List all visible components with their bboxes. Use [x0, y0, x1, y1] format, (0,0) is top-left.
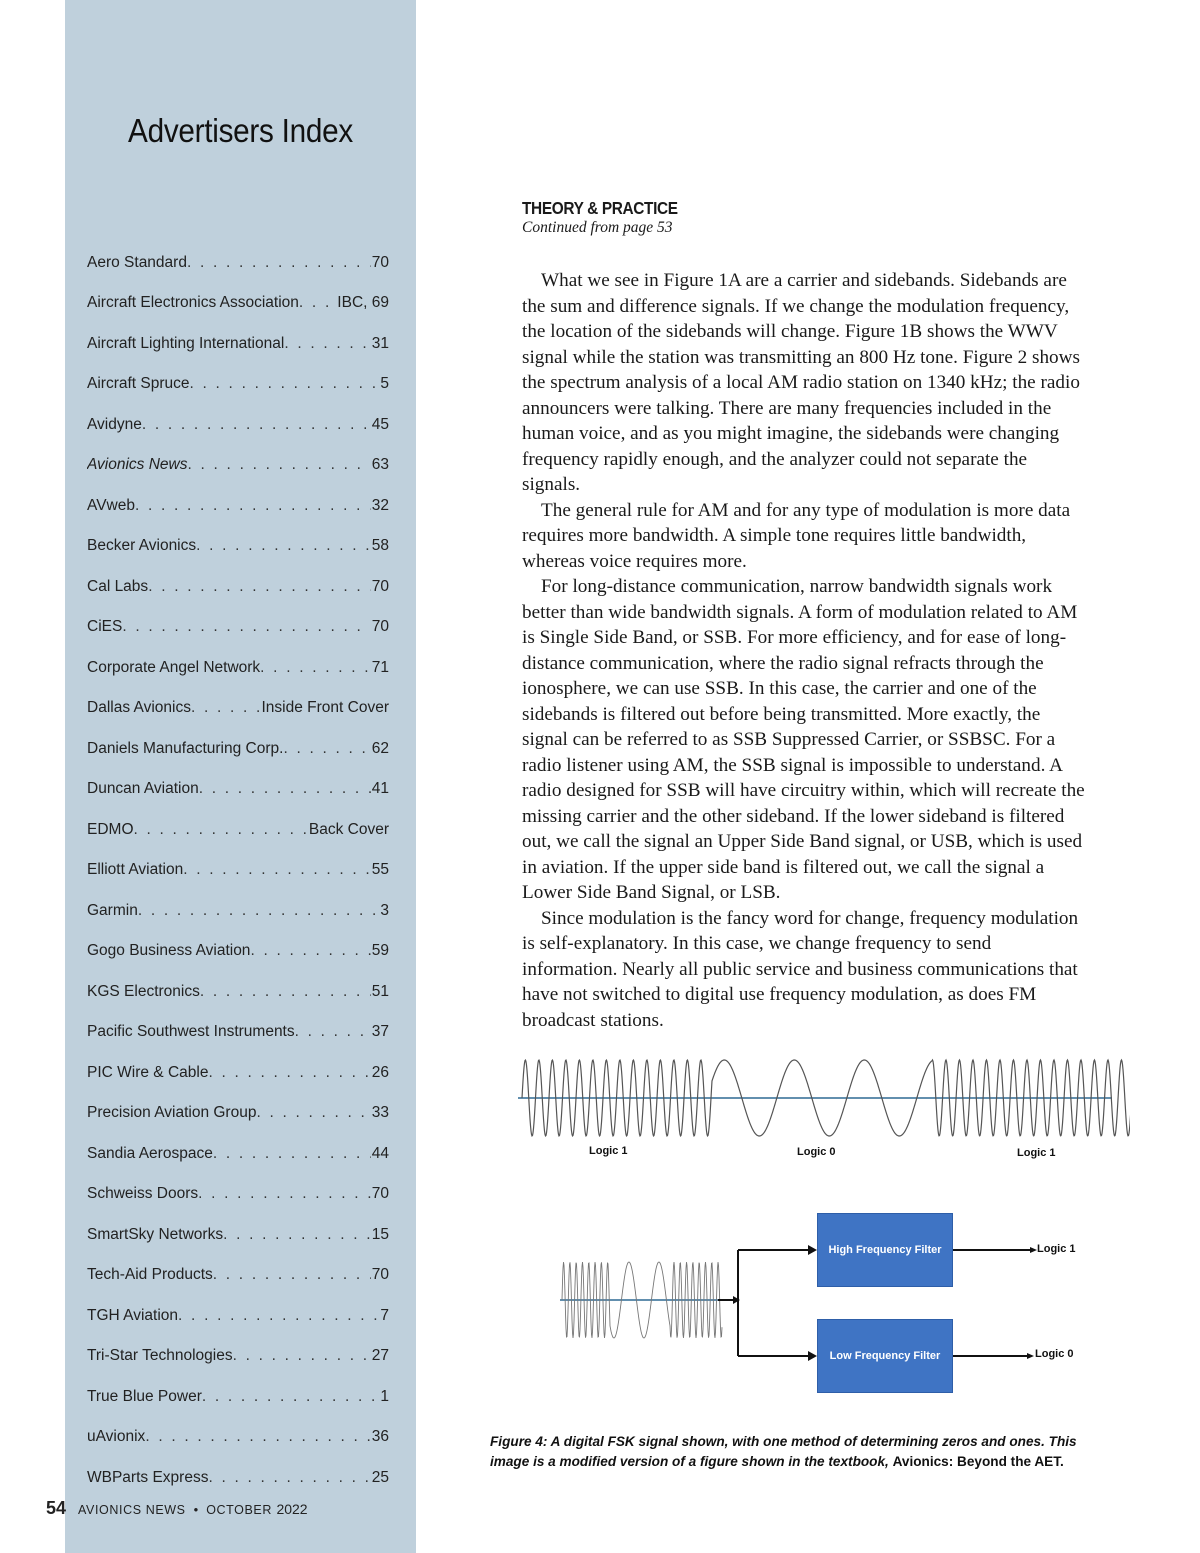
advertiser-name: SmartSky Networks: [87, 1225, 224, 1243]
leader-dots: [138, 902, 380, 920]
advertiser-row: [87, 272, 389, 313]
advertiser-page: 70: [371, 1185, 389, 1202]
advertiser-name: WBParts Express: [87, 1468, 209, 1486]
advertiser-row: [87, 1244, 389, 1285]
low-output-label: Logic 0: [1035, 1348, 1074, 1360]
advertiser-name: TGH Aviation: [87, 1306, 179, 1324]
advertiser-row: [87, 434, 389, 475]
leader-dots: [191, 699, 261, 717]
caption-text: Figure 4: A digital FSK signal shown, with one method of determining zeros and ones. This image is a modified version of a figure shown in the textbook,: [490, 1434, 1077, 1469]
article-paragraph: What we see in Figure 1A are a carrier and sidebands. Sidebands are the sum and difference signals. If we change the modulation frequency, the location of the sidebands will change. Figure 1B shows the WWV signal while the station was transmitting an 800 Hz tone. Figure 2 shows the spectrum analysis of a local AM radio station on 1340 kHz; the radio announcers were talking. There are many frequencies included in the human voice, and as you might imagine, the sidebands were changing frequency rapidly enough, and the analyzer could not separate the signals.: [522, 270, 1080, 495]
advertiser-name: Aircraft Spruce: [87, 375, 190, 392]
advertiser-row: [87, 353, 389, 394]
advertiser-name: Tech-Aid Products: [87, 1266, 213, 1283]
leader-dots: [142, 416, 371, 434]
advertiser-page: 15: [371, 1225, 389, 1243]
advertiser-row: [87, 1122, 389, 1163]
advertiser-row: [87, 636, 389, 677]
advertiser-page: 3: [380, 901, 389, 919]
advertiser-row: [87, 798, 389, 839]
leader-dots: [145, 1428, 370, 1446]
advertiser-name: AVweb: [87, 496, 135, 514]
leader-dots: [208, 1064, 370, 1082]
advertiser-name: Daniels Manufacturing Corp.: [87, 739, 284, 757]
advertiser-page: 26: [371, 1063, 389, 1081]
advertiser-row: [87, 879, 389, 920]
advertiser-page: 70: [371, 1266, 389, 1283]
advertiser-page: 32: [371, 496, 389, 514]
leader-dots: [178, 1307, 379, 1325]
high-output-label: Logic 1: [1037, 1243, 1076, 1255]
leader-dots: [233, 1347, 371, 1365]
leader-dots: [202, 1388, 380, 1406]
advertiser-page: 31: [371, 334, 389, 352]
advertiser-page: 51: [371, 982, 389, 1000]
article-paragraph: Since modulation is the fancy word for change, frequency modulation is self-explanatory. In this case, we change frequency to send information. Nearly all public service and business communications that have not switched to digital use frequency modulation, as does FM broadcast stations.: [522, 907, 1079, 1031]
advertiser-row: [87, 758, 389, 799]
leader-dots: [183, 861, 371, 879]
advertiser-page: 70: [371, 253, 389, 271]
advertiser-page: 63: [371, 456, 389, 473]
advertiser-page: 45: [371, 415, 389, 433]
article-paragraph: The general rule for AM and for any type of modulation is more data requires more bandwidth. A simple tone requires little bandwidth, whereas voice requires more.: [522, 499, 1071, 572]
advertiser-row: [87, 1041, 389, 1082]
advertiser-page: 70: [371, 618, 389, 635]
advertiser-row: [87, 515, 389, 556]
leader-dots: [283, 740, 370, 758]
leader-dots: [213, 1145, 371, 1163]
leader-dots: [135, 497, 371, 515]
advertiser-name: Sandia Aerospace: [87, 1144, 213, 1162]
advertiser-page: 36: [371, 1428, 389, 1445]
advertiser-name: EDMO: [87, 820, 134, 838]
advertiser-row: [87, 1284, 389, 1325]
advertiser-page: 33: [371, 1104, 389, 1121]
leader-dots: [198, 1185, 371, 1203]
advertiser-page: 59: [371, 942, 389, 959]
advertisers-list: [87, 231, 389, 1487]
leader-dots: [208, 1469, 370, 1487]
logic-1-label: Logic 1: [1017, 1147, 1056, 1159]
advertiser-page: 41: [371, 780, 389, 797]
advertiser-page: 25: [371, 1468, 389, 1486]
advertiser-row: [87, 393, 389, 434]
leader-dots: [299, 294, 336, 312]
advertiser-row: [87, 960, 389, 1001]
issue-year: 2022: [276, 1501, 308, 1517]
fsk-diagram: [490, 1040, 1130, 1420]
page-number: 54: [46, 1498, 67, 1518]
advertiser-row: [87, 596, 389, 637]
advertiser-row: [87, 677, 389, 718]
advertiser-page: 71: [371, 658, 389, 676]
low-frequency-filter: Low Frequency Filter: [817, 1319, 953, 1393]
advertiser-row: [87, 920, 389, 961]
advertiser-page: 44: [371, 1144, 389, 1162]
leader-dots: [196, 537, 371, 555]
advertiser-name: Precision Aviation Group: [87, 1104, 257, 1121]
publication-name: AVIONICS NEWS: [78, 1503, 186, 1517]
leader-dots: [284, 335, 370, 353]
caption-book-title: Avionics: Beyond the AET.: [892, 1453, 1064, 1469]
advertiser-row: [87, 312, 389, 353]
advertiser-row: [87, 555, 389, 596]
advertiser-page: 27: [371, 1347, 389, 1364]
advertiser-page: 58: [371, 537, 389, 554]
advertiser-name: Aero Standard: [87, 253, 187, 271]
advertiser-name: Elliott Aviation: [87, 861, 184, 878]
advertiser-row: [87, 231, 389, 272]
advertiser-name: Aircraft Electronics Association: [87, 294, 299, 311]
advertiser-page: Back Cover: [308, 820, 389, 838]
fsk-figure: [490, 1040, 1130, 1420]
advertiser-page: 7: [380, 1306, 389, 1324]
advertiser-name: Avidyne: [87, 415, 142, 433]
advertiser-row: [87, 1406, 389, 1447]
issue-month: OCTOBER: [206, 1503, 272, 1517]
advertiser-name: Tri-Star Technologies: [87, 1347, 233, 1364]
leader-dots: [260, 659, 371, 677]
advertiser-name: Becker Avionics: [87, 537, 197, 554]
advertiser-page: 5: [380, 375, 389, 392]
advertiser-name: Cal Labs: [87, 577, 149, 595]
advertiser-name: Gogo Business Aviation: [87, 942, 251, 959]
advertiser-name: KGS Electronics: [87, 982, 200, 1000]
leader-dots: [256, 1104, 370, 1122]
leader-dots: [188, 456, 371, 474]
leader-dots: [199, 780, 371, 798]
page-folio: [46, 1498, 308, 1519]
advertiser-name: Aircraft Lighting International: [87, 334, 285, 352]
advertiser-name: PIC Wire & Cable: [87, 1063, 209, 1081]
advertiser-name: Pacific Southwest Instruments: [87, 1023, 295, 1040]
advertiser-name: CiES: [87, 618, 123, 635]
advertiser-page: 55: [371, 861, 389, 878]
advertiser-row: [87, 1001, 389, 1042]
advertiser-page: 62: [371, 739, 389, 757]
leader-dots: [250, 942, 370, 960]
advertiser-name: True Blue Power: [87, 1387, 202, 1405]
advertiser-row: [87, 1203, 389, 1244]
advertiser-row: [87, 1325, 389, 1366]
leader-dots: [223, 1226, 371, 1244]
advertiser-page: 37: [371, 1023, 389, 1040]
advertiser-name: uAvionix: [87, 1428, 146, 1445]
advertiser-name: Avionics News: [87, 456, 188, 473]
leader-dots: [213, 1266, 371, 1284]
leader-dots: [148, 578, 371, 596]
advertiser-row: [87, 474, 389, 515]
advertiser-row: [87, 839, 389, 880]
leader-dots: [190, 375, 380, 393]
article-body: [522, 268, 1088, 1033]
sidebar-title: Advertisers Index: [128, 112, 353, 149]
logic-0-label: Logic 0: [797, 1146, 836, 1158]
leader-dots: [187, 254, 371, 272]
advertiser-name: Corporate Angel Network: [87, 658, 261, 676]
advertiser-page: 1: [380, 1387, 389, 1405]
leader-dots: [200, 983, 371, 1001]
leader-dots: [295, 1023, 371, 1041]
advertiser-page: Inside Front Cover: [261, 699, 389, 716]
advertiser-row: [87, 717, 389, 758]
logic-1-label: Logic 1: [589, 1145, 628, 1157]
advertiser-name: Schweiss Doors: [87, 1185, 199, 1202]
leader-dots: [134, 821, 308, 839]
advertiser-page: 70: [371, 577, 389, 595]
advertiser-name: Dallas Avionics: [87, 699, 191, 716]
advertisers-sidebar: [65, 0, 416, 1553]
advertiser-row: [87, 1365, 389, 1406]
advertiser-row: [87, 1163, 389, 1204]
section-heading: THEORY & PRACTICE: [522, 198, 678, 218]
article-paragraph: For long-distance communication, narrow bandwidth signals work better than wide bandwidth signals. A form of modulation related to AM is Single Side Band, or SSB. For more efficiency, and for ease of long-distance communication, where the radio signal refracts through the ionosphere, we can use SSB. In this case, the carrier and one of the sidebands is filtered out before being transmitted. More exactly, the signal can be referred to as SSB Suppressed Carrier, or SSBSC. For a radio listener using AM, the SSB signal is impossible to understand. A radio designed for SSB will have circuitry within, which will recreate the missing carrier and the other sideband. If the lower sideband is filtered out, we call the signal an Upper Side Band signal, or USB, which is used in aviation. If the upper side band is filtered out, we call the signal a Lower Side Band Signal, or LSB.: [522, 576, 1085, 903]
high-frequency-filter: High Frequency Filter: [817, 1213, 953, 1287]
folio-bullet: •: [193, 1502, 199, 1517]
advertiser-name: Duncan Aviation: [87, 780, 199, 797]
advertiser-row: [87, 1082, 389, 1123]
continued-note: Continued from page 53: [522, 219, 673, 236]
figure-caption: [490, 1432, 1110, 1471]
advertiser-row: [87, 1446, 389, 1487]
advertiser-page: IBC, 69: [337, 294, 389, 311]
leader-dots: [122, 618, 370, 636]
advertiser-name: Garmin: [87, 901, 138, 919]
